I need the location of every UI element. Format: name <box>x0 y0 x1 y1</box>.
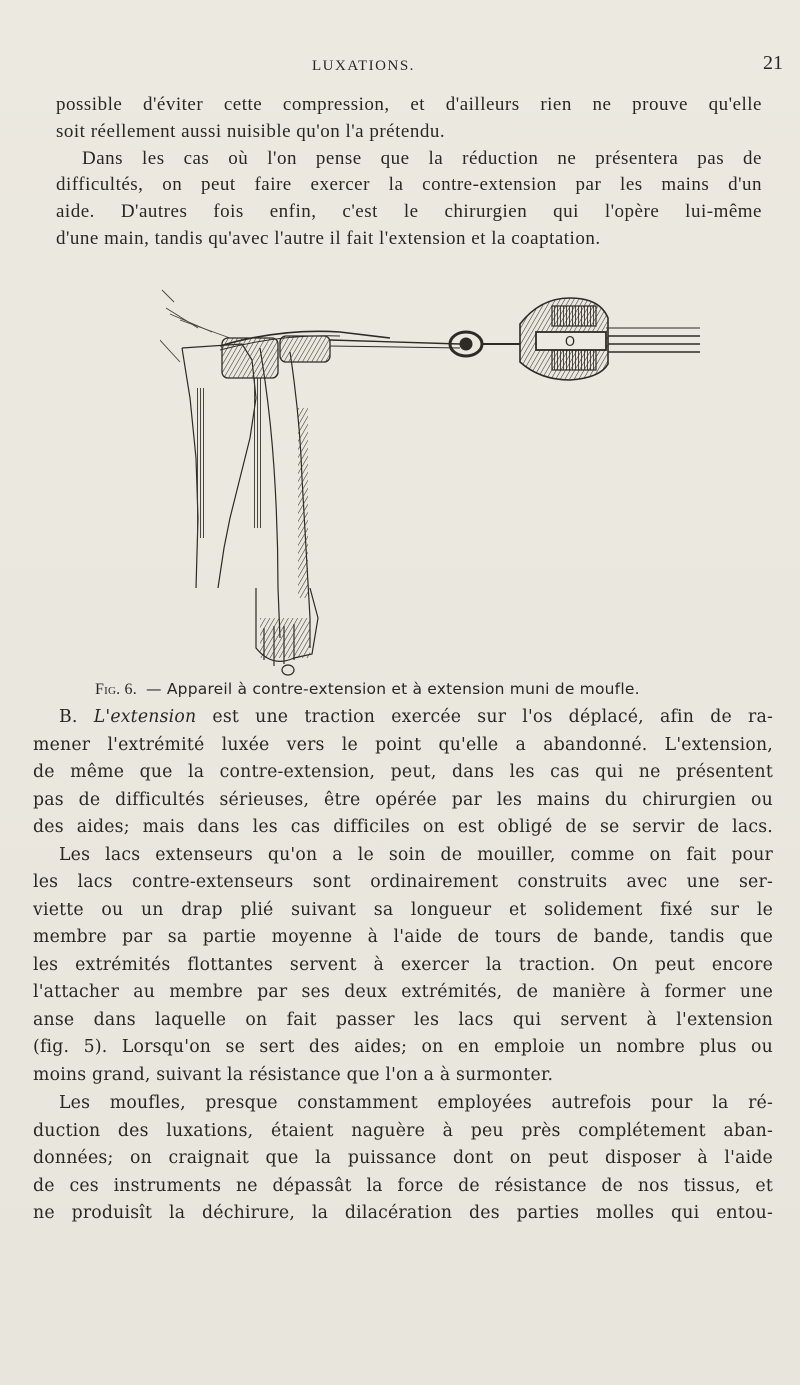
figure-caption <box>95 680 775 699</box>
text-line: Les lacs extenseurs qu'on a le soin de mouiller, comme on fait pour <box>59 844 773 865</box>
pulley-letter: O <box>564 335 576 350</box>
text-line: anse dans laquelle on fait passer les lacs qui servent à l'extension <box>33 1009 773 1030</box>
text-line: de même que la contre-extension, peut, dans les cas qui ne présentent <box>33 762 773 782</box>
running-head: LUXATIONS. <box>312 58 415 74</box>
text-line: moins grand, suivant la résistance que l'on a à surmonter. <box>33 1064 554 1085</box>
strap-illustration <box>220 331 390 378</box>
figure-caption-text: — Appareil à contre-extension et à extension muni de moufle. <box>146 680 640 698</box>
page-number: 21 <box>763 52 783 74</box>
text-line: les lacs contre-extenseurs sont ordinairement construits avec une ser- <box>33 872 773 892</box>
text-line: viette ou un drap plié suivant sa longueur et solidement fixé sur le <box>33 899 773 920</box>
section-b-paragraph <box>33 704 773 1089</box>
text-line: Dans les cas où l'on pense que la réduction ne présentera pas de <box>82 147 762 169</box>
pulley-illustration <box>520 298 700 380</box>
top-paragraph <box>56 92 762 253</box>
text-line: d'une main, tandis qu'avec l'autre il fait l'extension et la coaptation. <box>56 227 601 249</box>
text-line: de ces instruments ne dépassât la force de résistance de nos tissus, et <box>33 1175 773 1196</box>
text-line: données; on craignait que la puissance dont on peut disposer à l'aide <box>33 1148 773 1168</box>
text-line: (fig. 5). Lorsqu'on se sert des aides; on en emploie un nombre plus ou <box>33 1037 773 1057</box>
text-line: duction des luxations, étaient naguère à peu près complétement aban- <box>33 1120 773 1141</box>
text-line: Les moufles, presque constamment employées autrefois pour la ré- <box>59 1093 773 1113</box>
text-fragment: est une traction exercée sur l'os déplacé, afin de ra- <box>196 707 773 727</box>
text-line: soit réellement aussi nuisible qu'on l'a prétendu. <box>56 120 446 142</box>
text-line: les extrémités flottantes servent à exercer la traction. On peut encore <box>33 954 773 975</box>
arm-illustration <box>182 344 310 648</box>
text-line: pas de difficultés sérieuses, être opérée par les mains du chirurgien ou <box>33 789 773 810</box>
text-line: l'attacher au membre par ses deux extrémités, de manière à former une <box>33 982 773 1002</box>
text-line: membre par sa partie moyenne à l'aide de tours de bande, tandis que <box>33 927 773 947</box>
text-line: aide. D'autres fois enfin, c'est le chirurgien qui l'opère lui-même <box>56 201 762 223</box>
section-lead: B. <box>59 707 78 727</box>
text-line: difficultés, on peut faire exercer la contre-extension par les mains d'un <box>56 174 762 196</box>
text-line <box>33 704 773 732</box>
moufles-paragraph <box>33 1090 773 1228</box>
cord-illustration <box>330 332 520 356</box>
text-line: mener l'extrémité luxée vers le point qu'elle a abandonné. L'extension, <box>33 734 773 755</box>
text-line: des aides; mais dans les cas difficiles on est obligé de se servir de lacs. <box>33 817 773 837</box>
figure-engraving <box>160 288 700 678</box>
section-term: L'extension <box>93 707 197 727</box>
background-hatching <box>160 290 230 362</box>
text-line: ne produisît la déchirure, la dilacération des parties molles qui entou- <box>33 1203 773 1223</box>
figure-label: Fig. 6. <box>95 681 137 698</box>
text-line: possible d'éviter cette compression, et d'ailleurs rien ne prouve qu'elle <box>56 94 762 115</box>
